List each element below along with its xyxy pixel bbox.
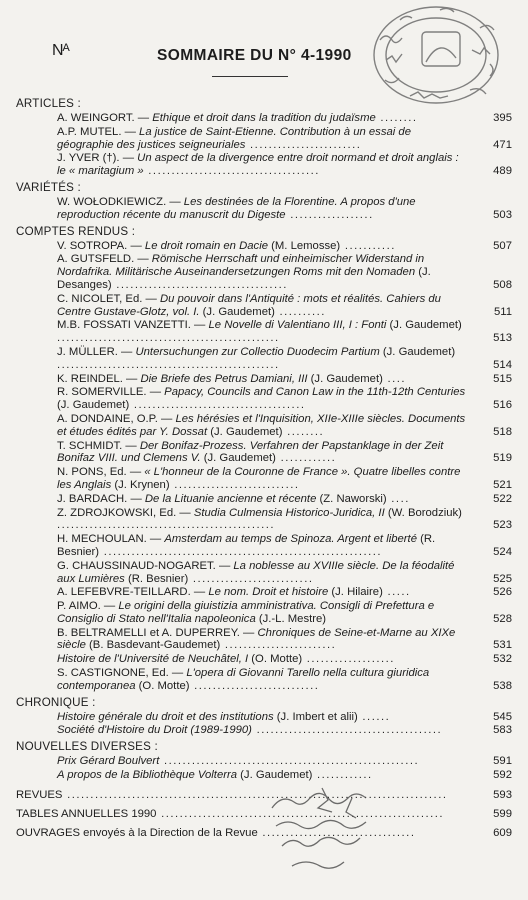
- entry-page: 531: [493, 639, 512, 652]
- entry-author: T. SCHMIDT.: [57, 439, 123, 452]
- entry-page: 538: [493, 679, 512, 692]
- leader-dots: ............................................................: [99, 545, 383, 558]
- entry-reviewer: (J. Gaudemet): [203, 452, 276, 465]
- entry-author: J. YVER (†).: [57, 152, 120, 165]
- entry-author: A. DONDAINE, O.P.: [57, 412, 158, 425]
- entry-reviewer: (J. Krynen): [114, 478, 170, 491]
- entry-page: 609: [493, 826, 512, 839]
- entry-title: Prix Gérard Boulvert: [57, 755, 160, 768]
- entry-title: « L'honneur de la Couronne de France ». Quatre libelles contre les Anglais: [57, 466, 461, 491]
- toc-entry: [57, 755, 512, 768]
- leader-dots: ....: [386, 492, 410, 505]
- table-of-contents: [16, 94, 512, 843]
- entry-title: Du pouvoir dans l'Antiquité : mots et réalités. Cahiers du Centre Gustave-Glotz, vol. I.: [57, 292, 441, 318]
- entry-page: 522: [493, 492, 512, 505]
- entry-title: Der Bonifaz-Prozess. Verfahren der Papstanklage in der Zeit Bonifaz VIII. und Clemens V.: [57, 439, 444, 465]
- entry-title: A propos de la Bibliothèque Volterra: [57, 769, 238, 782]
- leader-dots: .............................................................: [156, 807, 445, 820]
- entry-reviewer: (J. Imbert et alii): [276, 710, 358, 723]
- leader-dots: ..........................: [188, 572, 314, 585]
- leader-dots: ........: [282, 425, 325, 438]
- section-heading: VARIÉTÉS :: [16, 180, 81, 194]
- entry-author: J. MÜLLER.: [57, 345, 118, 358]
- leader-dots: ............: [275, 452, 337, 465]
- leader-dots: ................................................: [57, 332, 280, 345]
- entry-page: 599: [493, 807, 512, 820]
- entry-reviewer: (O. Motte): [138, 679, 190, 692]
- toc-entry: G. CHAUSSINAUD-NOGARET. — La noblesse au XVIIIe siècle. De la féodalité aux Lumières (R. Besnier) .......................... 525: [57, 559, 512, 585]
- toc-entry: J. MÜLLER. — Untersuchungen zur Collectio Duodecim Partium (J. Gaudemet) ................................................ 514: [57, 345, 512, 371]
- entry-author: R. SOMERVILLE.: [57, 386, 147, 399]
- toc-entry: J. YVER (†). — Un aspect de la divergence entre droit normand et droit anglais : le « maritagium » ..................................... 489: [57, 152, 512, 178]
- toc-entry: J. BARDACH. — De la Lituanie ancienne et récente (Z. Naworski) .... 522: [57, 492, 512, 505]
- entry-page: 513: [493, 332, 512, 345]
- section-chronique: [16, 697, 512, 738]
- entry-page: 545: [493, 710, 512, 723]
- entry-reviewer: (J. Gaudemet): [202, 305, 275, 318]
- entry-page: 519: [493, 452, 512, 465]
- entry-page: 511: [493, 305, 512, 318]
- entry-page: 503: [493, 208, 512, 221]
- toc-entry: S. CASTIGNONE, Ed. — L'opera di Giovanni Tarello nella cultura giuridica contemporanea (O. Motte) ........................... 538: [57, 667, 512, 692]
- leader-dots: ......: [357, 710, 391, 723]
- entry-title: Histoire de l'Université de Neuchâtel, I: [57, 653, 249, 666]
- entry-reviewer: (J. Gaudemet): [57, 399, 130, 412]
- entry-title: Die Briefe des Petrus Damiani, III: [140, 372, 308, 385]
- entry-reviewer: (J.-L. Mestre): [258, 612, 327, 625]
- entry-title: Ethique et droit dans la tradition du judaïsme: [152, 112, 376, 124]
- leader-dots: ........: [375, 112, 418, 124]
- entry-reviewer: (O. Motte): [251, 653, 303, 666]
- entry-label: OUVRAGES envoyés à la Direction de la Revue: [16, 826, 258, 839]
- entry-title: Studia Culmensia Historico-Juridica, II: [193, 506, 385, 519]
- leader-dots: ...........: [340, 239, 396, 252]
- toc-entry: T. SCHMIDT. — Der Bonifaz-Prozess. Verfahren der Papstanklage in der Zeit Bonifaz VIII. und Clemens V. (J. Gaudemet) ............ 519: [57, 439, 512, 465]
- entry-author: A. GUTSFELD.: [57, 253, 135, 266]
- leader-dots: ............: [312, 769, 373, 782]
- entry-reviewer: (J. Gaudemet): [310, 372, 383, 385]
- entry-page: 471: [493, 138, 512, 151]
- leader-dots: ........................: [220, 639, 337, 652]
- toc-entry: K. REINDEL. — Die Briefe des Petrus Damiani, III (J. Gaudemet) .... 515: [57, 372, 512, 385]
- entry-title: Société d'Histoire du Droit (1989-1990): [57, 724, 252, 737]
- toc-entry: A. DONDAINE, O.P. — Les hérésies et l'Inquisition, XIIe-XIIIe siècles. Documents et études édités par Y. Dossat (J. Gaudemet) ........ 518: [57, 412, 512, 438]
- leader-dots: ..................: [285, 208, 374, 221]
- entry-title: Les destinées de la Florentine. A propos d'une reproduction récente du manuscrit du Digeste: [57, 195, 416, 221]
- toc-entry: V. SOTROPA. — Le droit romain en Dacie (M. Lemosse) ........... 507: [57, 239, 512, 252]
- entry-reviewer: (J. Hilaire): [331, 586, 383, 599]
- entry-reviewer: (J. Desanges): [57, 266, 431, 291]
- entry-author: G. CHAUSSINAUD-NOGARET.: [57, 559, 216, 572]
- entry-title: Histoire générale du droit et des institutions: [57, 710, 274, 723]
- page-mark: Nᴬ: [52, 42, 69, 59]
- entry-title: Chroniques de Seine-et-Marne au XIXe siècle: [57, 626, 456, 652]
- entry-reviewer: (J. Gaudemet): [240, 769, 313, 782]
- toc-entry: A. GUTSFELD. — Römische Herrschaft und einheimischer Widerstand in Nordafrika. Militärische Auseinandersetzungen Roms mit den Nomaden (J. Desanges) ..................................... 508: [57, 253, 512, 291]
- entry-title: La noblesse au XVIIIe siècle. De la féodalité aux Lumières: [57, 559, 455, 585]
- entry-page: 395: [493, 112, 512, 124]
- toc-entry: A. LEFEBVRE-TEILLARD. — Le nom. Droit et histoire (J. Hilaire) ..... 526: [57, 586, 512, 599]
- leader-dots: ...............................................: [57, 519, 276, 532]
- entry-page: 525: [493, 572, 512, 585]
- toc-entry: W. WOŁODKIEWICZ. — Les destinées de la Florentine. A propos d'une reproduction récente du manuscrit du Digeste .................. 503: [57, 195, 512, 221]
- entry-reviewer: (M. Lemosse): [271, 239, 341, 252]
- section-heading: NOUVELLES DIVERSES :: [16, 740, 158, 754]
- leader-dots: .....: [382, 586, 411, 599]
- entry-author: A. LEFEBVRE-TEILLARD.: [57, 586, 191, 599]
- entry-page: 489: [493, 165, 512, 178]
- leader-dots: .......................................................: [159, 755, 420, 768]
- toc-entry: M.B. FOSSATI VANZETTI. — Le Novelle di Valentiano III, I : Fonti (J. Gaudemet) ................................................ 513: [57, 319, 512, 345]
- entry-page: 591: [493, 755, 512, 768]
- entry-page: 516: [493, 399, 512, 412]
- entry-page: 515: [493, 372, 512, 385]
- entry-title: Le origini della giuistizia amministrativa. Consigli di Prefettura e Consiglio di Stato nell'Italia napoleonica: [57, 600, 435, 625]
- toc-entry: B. BELTRAMELLI et A. DUPERREY. — Chroniques de Seine-et-Marne au XIXe siècle (B. Basdevant-Gaudemet) ........................ 531: [57, 626, 512, 652]
- entry-page: 521: [493, 478, 512, 491]
- leader-dots: ...........................: [189, 679, 320, 692]
- leader-dots: ........................: [245, 138, 362, 151]
- leader-dots: ................................................: [57, 358, 280, 371]
- entry-author: J. BARDACH.: [57, 492, 128, 505]
- entry-author: A. WEINGORT.: [57, 112, 135, 124]
- entry-author: P. AIMO.: [57, 600, 101, 613]
- section-heading: CHRONIQUE :: [16, 695, 96, 709]
- toc-entry: H. MECHOULAN. — Amsterdam au temps de Spinoza. Argent et liberté (R. Besnier) ............................................................ 524: [57, 533, 512, 558]
- entry-reviewer: (J. Gaudemet): [382, 345, 456, 358]
- entry-page: 507: [493, 239, 512, 252]
- entry-title: Un aspect de la divergence entre droit normand et droit anglais : le « maritagium »: [57, 152, 459, 178]
- section-heading: ARTICLES :: [16, 97, 81, 110]
- toc-entry: A. WEINGORT. — Ethique et droit dans la tradition du judaïsme ........ 395: [57, 112, 512, 124]
- entry-author: K. REINDEL.: [57, 372, 123, 385]
- entry-author: Z. ZDROJKOWSKI, Ed.: [57, 506, 177, 519]
- entry-title: L'opera di Giovanni Tarello nella cultura giuridica contemporanea: [57, 667, 430, 692]
- entry-page: 592: [493, 769, 512, 782]
- entry-page: 526: [493, 586, 512, 599]
- entry-title: Le nom. Droit et histoire: [208, 586, 329, 599]
- entry-author: H. MECHOULAN.: [57, 533, 147, 546]
- entry-title: Papacy, Councils and Canon Law in the 11th-12th Centuries: [164, 386, 466, 399]
- leader-dots: ..........: [274, 305, 326, 318]
- leader-dots: ...................: [302, 653, 395, 666]
- entry-author: W. WOŁODKIEWICZ.: [57, 195, 167, 208]
- leader-dots: ........................................: [251, 724, 443, 737]
- entry-reviewer: (Z. Naworski): [319, 492, 387, 505]
- section-heading: COMPTES RENDUS :: [16, 224, 136, 238]
- leader-dots: .....................................: [111, 278, 288, 291]
- leader-dots: .................................: [257, 826, 416, 839]
- entry-reviewer: (B. Basdevant-Gaudemet): [89, 639, 221, 652]
- entry-reviewer: (W. Borodziuk): [387, 506, 462, 519]
- leader-dots: ...........................: [169, 478, 300, 491]
- entry-title: De la Lituanie ancienne et récente: [144, 492, 317, 505]
- entry-author: S. CASTIGNONE, Ed.: [57, 667, 169, 680]
- entry-title: Le droit romain en Dacie: [144, 239, 268, 252]
- entry-title: Le Novelle di Valentiano III, I : Fonti: [208, 319, 387, 332]
- entry-author: C. NICOLET, Ed.: [57, 292, 143, 305]
- entry-title: Les hérésies et l'Inquisition, XIIe-XIIIe siècles. Documents et études édités par Y. Dossat: [57, 412, 466, 438]
- entry-page: 523: [493, 519, 512, 532]
- entry-author: A.P. MUTEL.: [57, 125, 122, 138]
- entry-page: 528: [493, 612, 512, 625]
- entry-page: 508: [493, 278, 512, 291]
- entry-author: M.B. FOSSATI VANZETTI.: [57, 319, 191, 332]
- title-rule: [212, 76, 288, 77]
- toc-entry: [57, 724, 512, 737]
- leader-dots: ..................................................................................: [62, 788, 448, 801]
- toc-entry: Z. ZDROJKOWSKI, Ed. — Studia Culmensia Historico-Juridica, II (W. Borodziuk) ............................................... 523: [57, 506, 512, 532]
- leader-dots: .....................................: [129, 399, 306, 412]
- toc-entry: P. AIMO. — Le origini della giuistizia amministrativa. Consigli di Prefettura e Consiglio di Stato nell'Italia napoleonica (J.-L. Mestre) 528: [57, 600, 512, 625]
- section-articles: [16, 98, 512, 178]
- entry-page: 532: [493, 653, 512, 666]
- section-varietes: [16, 182, 512, 222]
- entry-page: 518: [493, 425, 512, 438]
- toc-entry: [57, 711, 512, 724]
- entry-reviewer: (J. Gaudemet): [389, 319, 462, 332]
- leader-dots: .....................................: [143, 165, 320, 178]
- entry-title: Amsterdam au temps de Spinoza. Argent et liberté: [164, 533, 417, 546]
- entry-title: Untersuchungen zur Collectio Duodecim Partium: [135, 345, 380, 358]
- entry-author: B. BELTRAMELLI et A. DUPERREY.: [57, 626, 240, 639]
- toc-entry: C. NICOLET, Ed. — Du pouvoir dans l'Antiquité : mots et réalités. Cahiers du Centre Gustave-Glotz, vol. I. (J. Gaudemet) .......... 511: [57, 292, 512, 318]
- page-title: SOMMAIRE DU N° 4-1990: [157, 47, 352, 64]
- entry-title: La justice de Saint-Etienne. Contribution à un essai de géographie des justices seigneuriales: [57, 125, 411, 151]
- toc-entry: A.P. MUTEL. — La justice de Saint-Etienne. Contribution à un essai de géographie des justices seigneuriales ........................ 471: [57, 125, 512, 151]
- entry-author: V. SOTROPA.: [57, 239, 128, 252]
- entry-page: 514: [493, 358, 512, 371]
- entry-author: N. PONS, Ed.: [57, 466, 127, 479]
- entry-reviewer: (R. Besnier): [127, 572, 189, 585]
- entry-title: Römische Herrschaft und einheimischer Widerstand in Nordafrika. Militärische Auseinandersetzungen Roms mit den Nomaden: [57, 253, 425, 279]
- entry-label: REVUES: [16, 788, 63, 801]
- entry-page: 524: [493, 545, 512, 558]
- library-stamp-bottom: [262, 768, 382, 878]
- section-comptes-rendus: [16, 226, 512, 693]
- entry-reviewer: (J. Gaudemet): [210, 425, 283, 438]
- toc-entry: [57, 653, 512, 666]
- entry-label: TABLES ANNUELLES 1990: [16, 807, 157, 820]
- entry-page: 583: [493, 724, 512, 737]
- toc-entry: R. SOMERVILLE. — Papacy, Councils and Canon Law in the 11th-12th Centuries (J. Gaudemet) ..................................... 516: [57, 386, 512, 412]
- toc-entry: N. PONS, Ed. — « L'honneur de la Couronne de France ». Quatre libelles contre les Anglais (J. Krynen) ........................... 521: [57, 466, 512, 491]
- entry-page: 593: [493, 788, 512, 801]
- leader-dots: ....: [382, 372, 407, 385]
- entry-reviewer: (R. Besnier): [57, 533, 436, 558]
